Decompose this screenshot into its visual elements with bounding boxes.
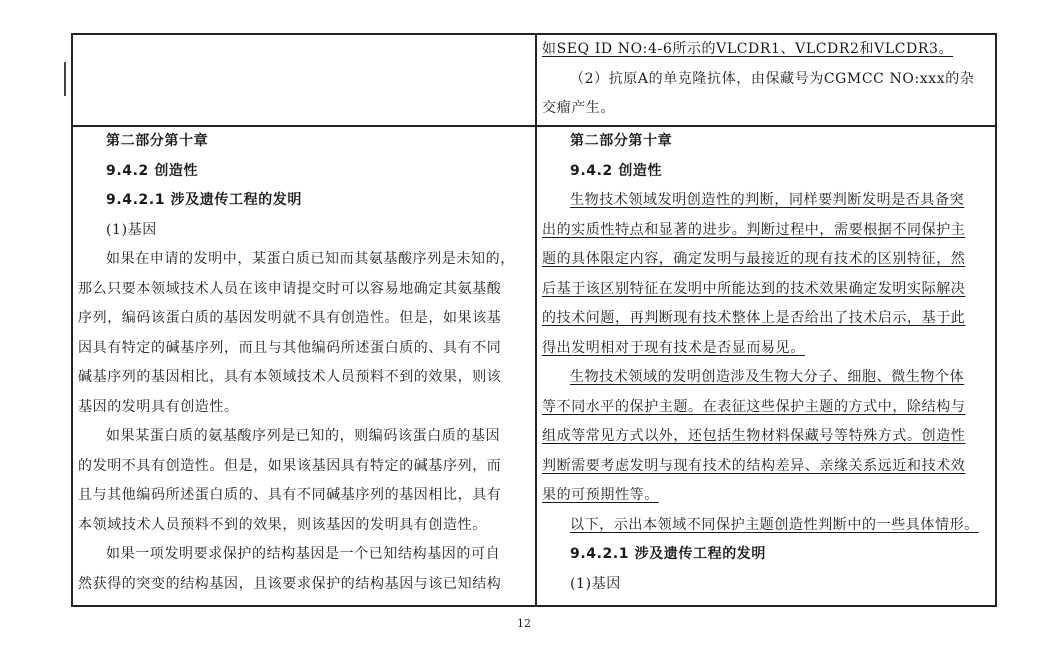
text-line [542,363,990,393]
text-line: 本领域技术人员预料不到的效果，则该基因的发明具有创造性。 [78,516,487,533]
text-line: 9.4.2.1 涉及遗传工程的发明 [106,192,302,208]
text-line [542,216,990,246]
text-line [542,393,990,423]
text-line: 9.4.2.1 涉及遗传工程的发明 [570,546,766,562]
new-text-cell [536,126,996,606]
underlined-text: 组成等常见方式以外，还包括生物材料保藏号等特殊方式。创造性 [542,428,966,444]
text-line [542,245,990,275]
text-line: 序列，编码该蛋白质的基因发明就不具有创造性。但是，如果该基 [78,310,502,326]
new-text-lines [542,127,990,599]
text-line: 如果一项发明要求保护的结构基因是一个已知结构基因的可自 [106,546,501,562]
text-line: 的发明不具有创造性。但是，如果该基因具有特定的碱基序列，而 [78,457,502,474]
underlined-text: 生物技术领域的发明创造涉及生物大分子、细胞、微生物个体 [570,369,965,385]
text-line [542,275,990,305]
page-number: 12 [517,617,531,630]
underlined-text: 果的可预期性等。 [542,487,659,503]
underlined-text: 的技术问题，再判断现有技术整体上是否给出了技术启示，基于此 [542,310,966,326]
text-line: 然获得的突变的结构基因，且该要求保护的结构基因与该已知结构 [78,575,502,592]
text-line: 基因的发明具有创造性。 [78,398,239,415]
top-left-cell [72,34,536,126]
underlined-text: 生物技术领域发明创造性的判断，同样要判断发明是否具备突 [570,192,965,208]
old-text-cell [72,126,536,606]
text-line: 交瘤产生。 [542,100,615,116]
text-line: （2）抗原A的单克隆抗体，由保藏号为CGMCC NO:xxx的杂 [570,70,975,87]
text-line: 如果某蛋白质的氨基酸序列是已知的，则编码该蛋白质的基因 [106,428,501,444]
margin-revision-mark [64,62,66,96]
underlined-text: 判断需要考虑发明与现有技术的结构差异、亲缘关系远近和技术效 [542,457,966,474]
top-right-lines [542,35,990,124]
comparison-table [71,33,997,607]
text-line: (1)基因 [106,221,157,238]
underlined-text: 等不同水平的保护主题。在表征这些保护主题的方式中，除结构与 [542,398,966,415]
text-line [542,186,990,216]
underlined-text: 得出发明相对于现有技术是否显而易见。 [542,339,805,356]
underlined-text: 出的实质性特点和显著的进步。判断过程中，需要根据不同保护主 [542,221,966,238]
text-line [542,422,990,452]
text-line: 因具有特定的碱基序列，而且与其他编码所述蛋白质的、具有不同 [78,339,502,356]
underlined-text: 题的具体限定内容，确定发明与最接近的现有技术的区别特征，然 [542,251,966,267]
text-line: 第二部分第十章 [570,133,673,149]
text-line [542,481,990,511]
old-text-lines [78,127,530,599]
table-row-top [72,34,996,126]
text-line: (1)基因 [570,575,621,592]
text-line [542,304,990,334]
text-line [542,334,990,364]
text-line [542,452,990,482]
top-right-cell [536,34,996,126]
text-line: 第二部分第十章 [106,133,209,149]
table-row-main [72,126,996,606]
text-line [542,35,990,65]
text-line: 9.4.2 创造性 [106,162,199,179]
underlined-text: 以下，示出本领域不同保护主题创造性判断中的一些具体情形。 [570,516,979,533]
text-line: 且与其他编码所述蛋白质的、具有不同碱基序列的基因相比，具有 [78,487,502,503]
text-line: 那么只要本领域技术人员在该申请提交时可以容易地确定其氨基酸 [78,280,502,297]
text-line: 碱基序列的基因相比，具有本领域技术人员预料不到的效果，则该 [78,369,502,385]
text-line: 9.4.2 创造性 [570,162,663,179]
text-line [542,511,990,541]
underlined-text: 如SEQ ID NO:4-6所示的VLCDR1、VLCDR2和VLCDR3。 [542,41,954,57]
text-line: 如果在申请的发明中，某蛋白质已知而其氨基酸序列是未知的， [106,251,515,267]
underlined-text: 后基于该区别特征在发明中所能达到的技术效果确定发明实际解决 [542,280,966,297]
